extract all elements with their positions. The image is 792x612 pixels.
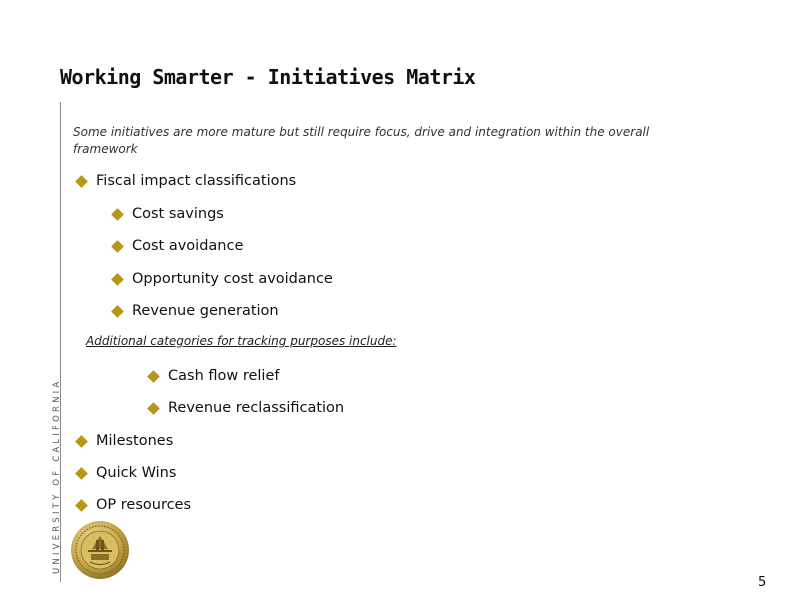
bullet-label: Cost savings: [132, 206, 224, 222]
diamond-icon: [75, 435, 88, 448]
bullet-label: OP resources: [96, 497, 192, 513]
diamond-icon: [111, 208, 124, 221]
bullet-label: Cash flow relief: [168, 368, 280, 384]
intro-text: Some initiatives are more mature but still require focus, drive and integration within the overall framework: [73, 125, 650, 156]
bullet-label: Revenue generation: [132, 303, 279, 319]
bullet-milestones: [75, 433, 173, 449]
diamond-icon: [111, 240, 124, 253]
bullet-label: Quick Wins: [96, 465, 177, 481]
diamond-icon: [75, 467, 88, 480]
diamond-icon: [147, 370, 160, 383]
bullet-revenue-reclassification: [147, 400, 344, 416]
bullet-label: Milestones: [96, 433, 174, 449]
bullet-revenue-generation: [111, 303, 279, 319]
bullet-cost-savings: [111, 206, 224, 222]
page-number: 5: [758, 575, 767, 590]
bullet-quick-wins: [75, 465, 176, 481]
bullet-cash-flow: [147, 368, 279, 384]
diamond-icon: [75, 499, 88, 512]
diamond-icon: [147, 402, 160, 415]
additional-categories-note: Additional categories for tracking purposes include:: [86, 334, 397, 348]
diamond-icon: [111, 273, 124, 286]
bullet-cost-avoidance: [111, 238, 243, 254]
university-seal-icon: [70, 520, 130, 580]
bullet-fiscal-impact: [75, 173, 296, 189]
sidebar-university-text: UNIVERSITY OF CALIFORNIA: [52, 378, 62, 574]
bullet-op-resources: [75, 497, 191, 513]
diamond-icon: [75, 175, 88, 188]
bullet-opportunity-cost: [111, 271, 333, 287]
slide-title: Working Smarter - Initiatives Matrix: [60, 65, 476, 89]
diamond-icon: [111, 305, 124, 318]
bullet-label: Opportunity cost avoidance: [132, 271, 333, 287]
bullet-label: Revenue reclassification: [168, 400, 345, 416]
bullet-label: Cost avoidance: [132, 238, 244, 254]
bullet-label: Fiscal impact classifications: [96, 173, 297, 189]
